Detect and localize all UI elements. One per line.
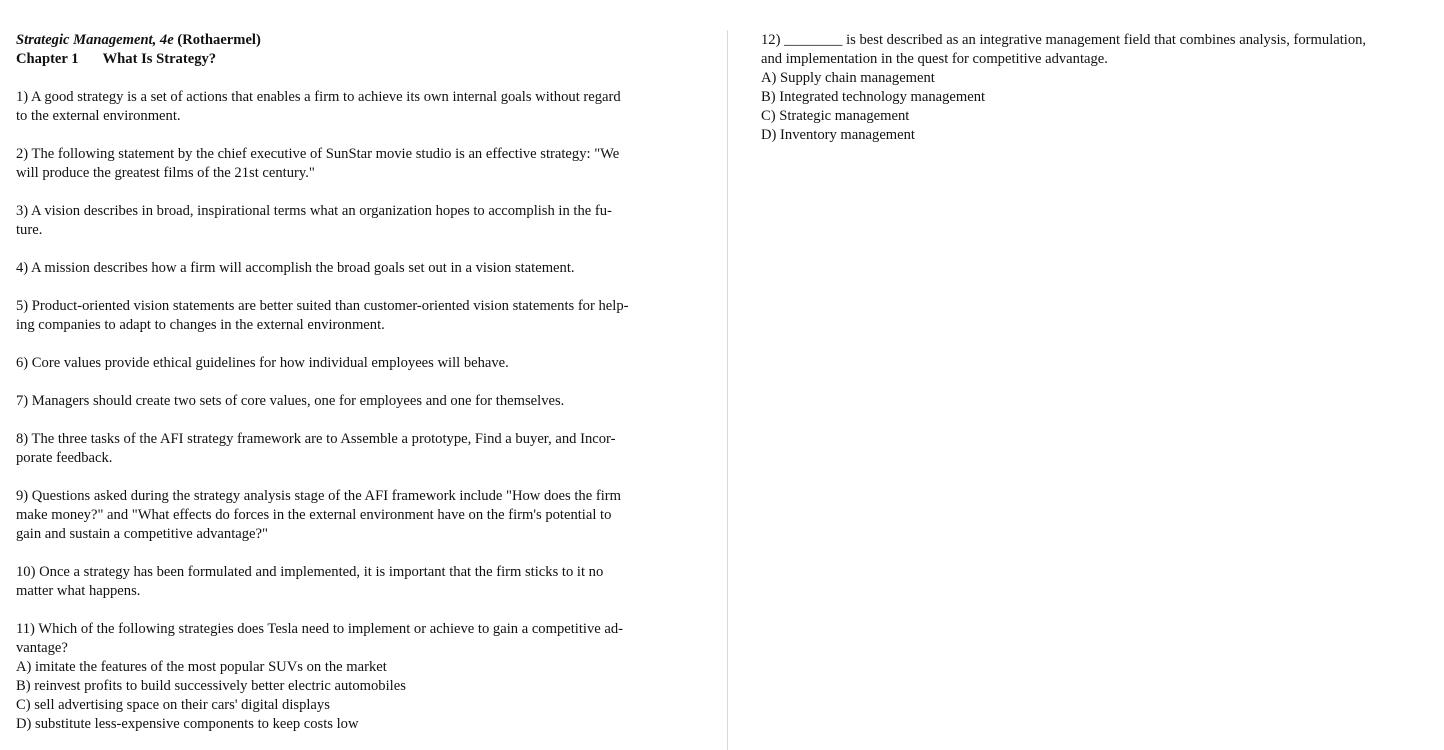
question-text (16, 563, 691, 601)
question-line: 2) The following statement by the chief executive of SunStar movie studio is an effective strategy: "We (16, 146, 620, 162)
question-line: 9) Questions asked during the strategy analysis stage of the AFI framework include "How does the firm (16, 488, 621, 504)
chapter-label: Chapter 1 (16, 51, 79, 67)
question-text (761, 31, 1441, 69)
book-title: Strategic Management, 4e (16, 32, 174, 48)
question-3 (16, 202, 691, 240)
question-10 (16, 563, 691, 601)
question-7 (16, 392, 691, 411)
answer-choice-c: C) sell advertising space on their cars' digital displays (16, 697, 330, 713)
answer-choice-d: D) substitute less-expensive components to keep costs low (16, 716, 359, 732)
answer-choice-d: D) Inventory management (761, 127, 915, 143)
question-12 (761, 31, 1441, 145)
question-line: and implementation in the quest for competitive advantage. (761, 51, 1108, 67)
question-line: will produce the greatest films of the 21st century." (16, 165, 315, 181)
question-text (16, 392, 691, 411)
answer-choice-a: A) imitate the features of the most popular SUVs on the market (16, 659, 387, 675)
question-11 (16, 620, 691, 734)
book-author: (Rothaermel) (177, 32, 261, 48)
question-line: to the external environment. (16, 108, 181, 124)
chapter-title: What Is Strategy? (102, 51, 217, 67)
question-text (16, 297, 691, 335)
question-line: 11) Which of the following strategies does Tesla need to implement or achieve to gain a competitive ad- (16, 621, 624, 637)
chapter-heading (16, 50, 727, 69)
question-2 (16, 145, 691, 183)
question-4 (16, 259, 691, 278)
question-text (16, 202, 691, 240)
question-text (16, 88, 691, 126)
question-text (16, 430, 691, 468)
answer-choice-b: B) reinvest profits to build successively better electric automobiles (16, 678, 406, 694)
question-text (16, 145, 691, 183)
question-text (16, 259, 691, 278)
question-line: ture. (16, 222, 43, 238)
question-line: 3) A vision describes in broad, inspirational terms what an organization hopes to accomplish in the fu- (16, 203, 612, 219)
question-line: 6) Core values provide ethical guidelines for how individual employees will behave. (16, 355, 509, 371)
question-line: 4) A mission describes how a firm will accomplish the broad goals set out in a vision statement. (16, 260, 575, 276)
answer-choice-b: B) Integrated technology management (761, 89, 986, 105)
book-title-line (16, 31, 727, 50)
right-page (728, 0, 1444, 750)
answer-choice-c: C) Strategic management (761, 108, 910, 124)
question-line: porate feedback. (16, 450, 113, 466)
question-8 (16, 430, 691, 468)
question-1 (16, 88, 691, 126)
question-text (16, 620, 691, 658)
question-line: 8) The three tasks of the AFI strategy framework are to Assemble a prototype, Find a buyer, and Incor- (16, 431, 616, 447)
question-6 (16, 354, 691, 373)
question-line: matter what happens. (16, 583, 141, 599)
question-line: 7) Managers should create two sets of core values, one for employees and one for themselves. (16, 393, 565, 409)
question-line: 10) Once a strategy has been formulated and implemented, it is important that the firm sticks to it no (16, 564, 604, 580)
question-text (16, 487, 691, 544)
question-9 (16, 487, 691, 544)
answer-choice-a: A) Supply chain management (761, 70, 935, 86)
document-header (16, 31, 727, 69)
question-line: 1) A good strategy is a set of actions that enables a firm to achieve its own internal goals without regard (16, 89, 621, 105)
question-line: make money?" and "What effects do forces in the external environment have on the firm's potential to (16, 507, 612, 523)
question-line: 5) Product-oriented vision statements are better suited than customer-oriented vision statements for help- (16, 298, 629, 314)
question-line: 12) ________ is best described as an integrative management field that combines analysis, formulation, (761, 32, 1367, 48)
question-line: gain and sustain a competitive advantage?" (16, 526, 268, 542)
question-5 (16, 297, 691, 335)
question-line: vantage? (16, 640, 68, 656)
question-line: ing companies to adapt to changes in the external environment. (16, 317, 385, 333)
question-text (16, 354, 691, 373)
